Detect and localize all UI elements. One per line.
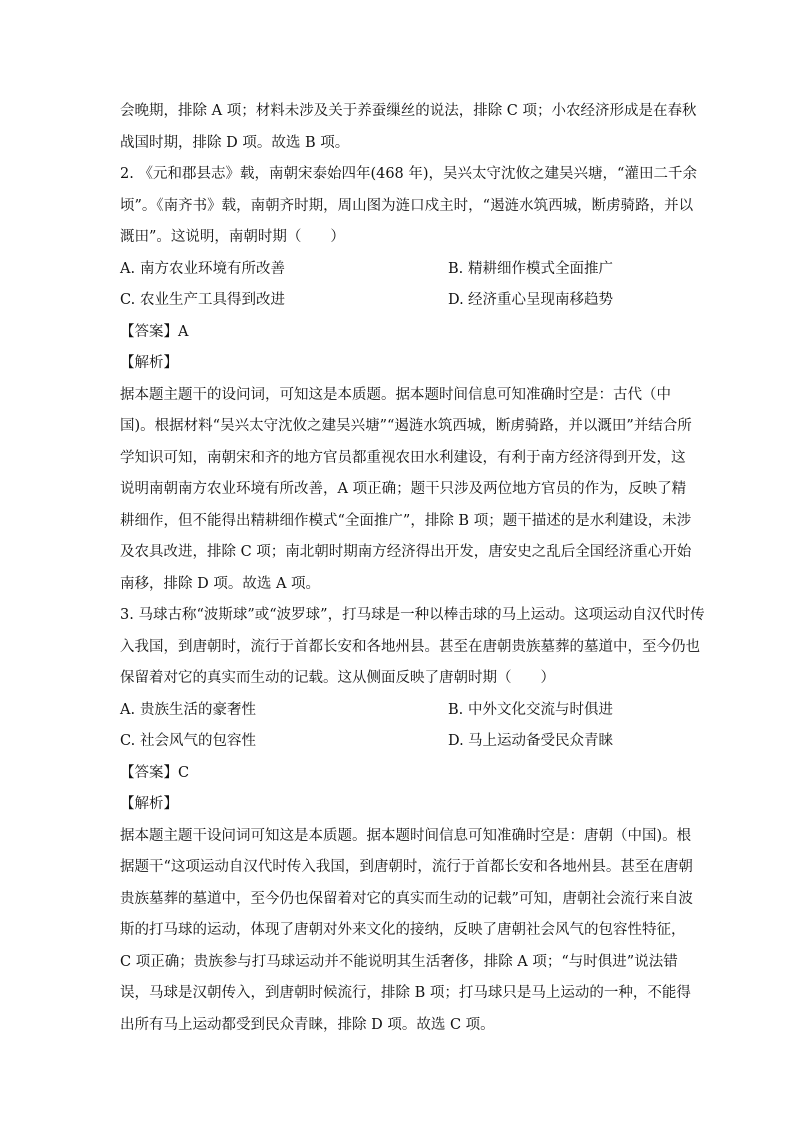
option-b xyxy=(448,695,613,727)
option-c xyxy=(120,726,448,758)
option-text: 中外文化交流与时俱进 xyxy=(468,701,613,718)
text-line: 误，马球是汉朝传入，到唐朝时候流行，排除 B 项；打马球只是马上运动的一种，不能得 xyxy=(120,985,691,1001)
text-line: 出所有马上运动都受到民众青睐，排除 D 项。故选 C 项。 xyxy=(120,1016,495,1033)
question-stem xyxy=(120,159,697,254)
text-line: 据本题主题干的设问词，可知这是本质题。据本题时间信息可知准确时空是：古代（中 xyxy=(120,386,671,403)
text-line: 说明南朝南方农业环境有所改善，A 项正确；题干只涉及两位地方官员的作为，反映了精 xyxy=(120,481,687,497)
question-stem xyxy=(120,600,705,695)
option-letter: C. xyxy=(120,733,136,749)
option-d xyxy=(448,726,613,758)
text-line: 2. 《元和郡县志》载，南朝宋泰始四年(468 年)，吴兴太守沈攸之建吴兴塘，“灌田二千余 xyxy=(120,166,697,182)
analysis-heading: 【解析】 xyxy=(120,355,178,371)
option-d xyxy=(448,285,613,317)
text-line: 保留着对它的真实而生动的记载。这从侧面反映了唐朝时期（ ） xyxy=(120,670,555,686)
text-line: 耕细作，但不能得出精耕细作模式“全面推广”，排除 B 项；题干描述的是水利建设，未涉 xyxy=(120,512,692,529)
text-line: 国)。根据材料“吴兴太守沈攸之建吴兴塘”“遏涟水筑西城，断虏骑路，并以溉田”并结合所 xyxy=(120,418,692,434)
text-line: 据本题主题干设问词可知这是本质题。据本题时间信息可知准确时空是：唐朝（中国)。根 xyxy=(120,827,692,844)
option-row xyxy=(120,726,676,758)
option-letter: C. xyxy=(120,292,136,308)
option-letter: A. xyxy=(120,701,136,718)
text-line: 斯的打马球的运动，体现了唐朝对外来文化的接纳，反映了唐朝社会风气的包容性特征， xyxy=(120,922,686,938)
text-line: 会晚期，排除 A 项；材料未涉及关于养蚕缫丝的说法，排除 C 项；小农经济形成是在春秋 xyxy=(120,103,697,119)
option-row xyxy=(120,254,676,286)
option-row xyxy=(120,285,676,317)
option-text: 农业生产工具得到改进 xyxy=(140,292,285,308)
intro-paragraph xyxy=(120,96,697,159)
option-text: 南方农业环境有所改善 xyxy=(140,260,285,277)
answer-label: 【答案】A xyxy=(120,323,189,340)
text-line: 学知识可知，南朝宋和齐的地方官员都重视农田水利建设，有利于南方经济得到开发，这 xyxy=(120,449,686,466)
option-letter: D. xyxy=(448,733,464,749)
answer-label: 【答案】C xyxy=(120,764,190,781)
option-row xyxy=(120,695,676,727)
text-line: 溉田”。这说明，南朝时期（ ） xyxy=(120,229,345,245)
text-line: 入我国，到唐朝时，流行于首都长安和各地州县。甚至在唐朝贵族墓葬的墓道中，至今仍也 xyxy=(120,638,700,655)
option-a xyxy=(120,254,448,286)
text-line: 南移，排除 D 项。故选 A 项。 xyxy=(120,575,321,592)
option-text: 马上运动备受民众青睐 xyxy=(468,733,613,749)
option-text: 社会风气的包容性 xyxy=(140,733,256,749)
text-line: 及农具改进，排除 C 项；南北朝时期南方经济得出开发，唐安史之乱后全国经济重心开始 xyxy=(120,544,692,560)
option-letter: B. xyxy=(448,260,464,277)
option-a xyxy=(120,695,448,727)
text-line: C 项正确；贵族参与打马球运动并不能说明其生活奢侈，排除 A 项；“与时俱进”说法错 xyxy=(120,953,678,970)
option-letter: A. xyxy=(120,260,136,277)
text-line: 顷”。《南齐书》载，南朝齐时期，周山图为涟口戍主时，“遏涟水筑西城，断虏骑路，并以 xyxy=(120,197,694,214)
analysis-paragraph xyxy=(120,821,693,1042)
text-line: 据题干“这项运动自汉代时传入我国，到唐朝时，流行于首都长安和各地州县。甚至在唐朝 xyxy=(120,859,693,875)
option-text: 贵族生活的豪奢性 xyxy=(140,701,256,718)
question-3 xyxy=(120,600,705,1041)
question-2 xyxy=(120,159,697,600)
option-text: 经济重心呈现南移趋势 xyxy=(468,292,613,308)
option-text: 精耕细作模式全面推广 xyxy=(468,260,613,277)
option-letter: B. xyxy=(448,701,464,718)
analysis-paragraph xyxy=(120,380,692,601)
option-letter: D. xyxy=(448,292,464,308)
text-line: 3. 马球古称“波斯球”或“波罗球”，打马球是一种以棒击球的马上运动。这项运动自汉代时传 xyxy=(120,607,705,623)
text-line: 贵族墓葬的墓道中，至今仍也保留着对它的真实而生动的记载”可知，唐朝社会流行来自波 xyxy=(120,890,693,907)
text-line: 战国时期，排除 D 项。故选 B 项。 xyxy=(120,134,350,151)
analysis-heading: 【解析】 xyxy=(120,796,178,812)
option-c xyxy=(120,285,448,317)
option-b xyxy=(448,254,613,286)
